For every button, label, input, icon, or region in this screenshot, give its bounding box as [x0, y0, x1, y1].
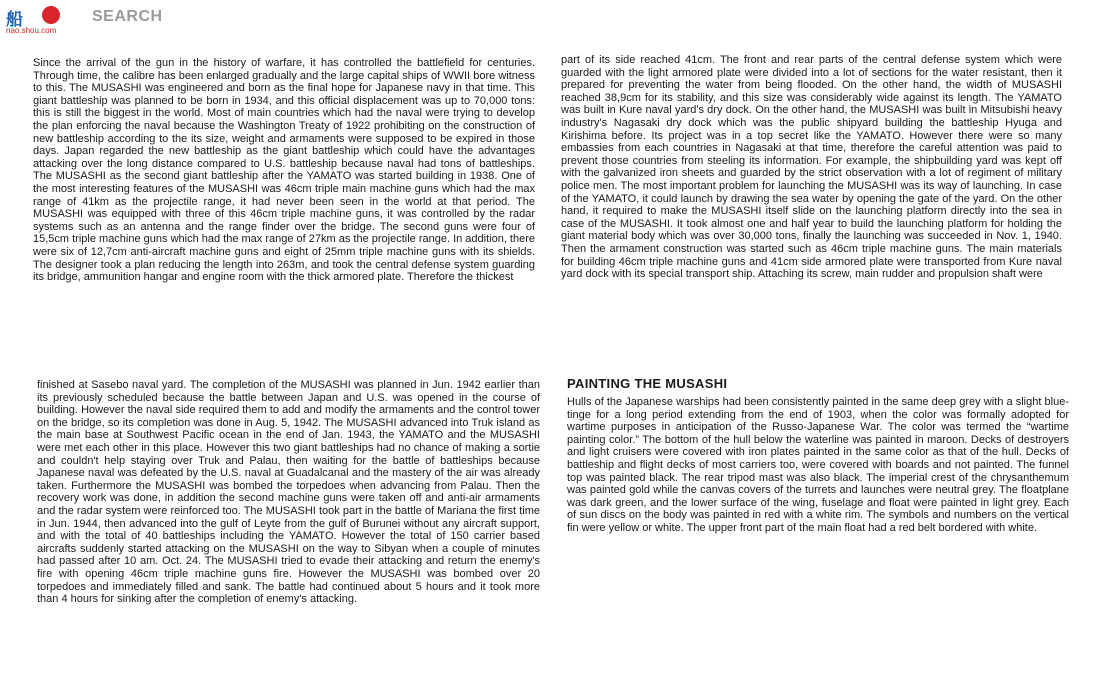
article-paragraph: Since the arrival of the gun in the history of warfare, it has controlled the battlefield for centuries. Through time, the calibre has been enlarged gradually and the large capital ships of WWII bore witness to this. The MUSASHI was engineered and born as the final hope for Japanese navy in that time. This giant battleship was planned to be born in 1934, and this official displacement was up to 70,000 tons: this is still the biggest in the world. Most of main countries which had the naval were trying to develop the plan enforcing the naval because the Washington Treaty of 1922 prohibiting on the construction of new battleship according to the its size, weight and armaments were supposed to be expired in those days. Japan regarded the new battleship as the giant battleship which could have the advantages attacking over the long distance compared to U.S. battleship because naval had tons of battleships. The MUSASHI as the second giant battleship after the YAMATO was started building in 1938. One of the most interesting features of the MUSASHI was 46cm triple main machine guns which had the max range of 41km as the projectile range, it had never been seen in the world at that period. The MUSASHI was equipped with three of this 46cm triple machine guns, it was controlled by the radar systems such as an antenna and the range finder over the bridge. The second guns were four of 15,5cm triple machine guns which had the max range of 27km as the projectile range. In addition, there were six of 12,7cm anti-aircraft machine guns and eight of 25mm triple machine guns with its shields. The designer took a plan reducing the length into 263m, and took the central defense system guarding its bridge, ammunition hangar and engine room with the thick armored plate. Therefore the thickest — [33, 57, 536, 284]
article-column-4 — [567, 396, 1069, 535]
watermark-logo — [2, 3, 172, 35]
logo-mark: 船 — [6, 10, 24, 29]
article-column-1 — [33, 57, 535, 284]
watermark-site-name: SEARCH — [92, 8, 163, 25]
watermark-url: nao.shou.com — [6, 26, 57, 35]
logo-red-circle — [42, 6, 60, 24]
article-paragraph: finished at Sasebo naval yard. The completion of the MUSASHI was planned in Jun. 1942 earlier than its previously scheduled because the battle between Japan and U.S. was opened in the course of building. However the naval side required them to add and modify the armaments and the control tower on the bridge, so its completion was done in Aug. 5, 1942. The MUSASHI advanced into Truk island as the main base at Southwest Pacific ocean in the end of Jan. 1943, the YAMATO and the MUSASHI were met each other in this place. However this two giant battleships had no chance of making a sortie and couldn't help staying over Truk and Palau, then waiting for the battle of battleships because Japanese naval was defeated by the U.S. naval at Guadalcanal and the mastery of the air was already taken. Furthermore the MUSASHI was bombed the torpedoes when advancing from Palau. Then the recovery work was done, in addition the second machine guns were taken off and anti-air armaments and the radar system were reinforced too. The MUSASHI took part in the battle of Mariana the first time in Jun. 1944, then advanced into the gulf of Leyte from the gulf of Burunei without any aircraft support, and with the total of 40 battleships including the YAMATO. However the total of 150 carrier based aircrafts suddenly started attacking on the MUSASHI on the way to Sibyan when a couple of minutes had passed after 10 am. Oct. 24. The MUSASHI tried to evade their attacking and return the enemy's fire with opening 46cm triple machine guns fire. However the MUSASHI was bombed over 20 torpedoes and immediately filled and sank. The battle had continued about 5 hours and it took more than 4 hours for sinking after the completion of enemy's attacking. — [37, 379, 540, 606]
article-column-2 — [561, 54, 1062, 281]
article-column-3 — [37, 379, 540, 606]
article-paragraph: Hulls of the Japanese warships had been consistently painted in the same deep grey with a slight blue-tinge for a long period extending from the end of 1903, when the color was formally adopted for wartime purposes in anticipation of the Russo-Japanese War. The color was termed the “wartime painting color.” The bottom of the hull below the waterline was painted in maroon. Decks of destroyers and light cruisers were covered with iron plates painted in the same color as that of the hull. Decks of battleship and flight decks of most carriers too, were covered with boards and not painted. The funnel top was painted black. The rear tripod mast was also black. The imperial crest of the chrysanthemum was painted gold while the canvas covers of the turrets and launches were neutral grey. The floatplane was dark green, and the lower surface of the wing, fuselage and float were painted in light grey. Each of sun discs on the body was painted in red with a white rim. The symbols and numbers on the vertical fin were yellow or white. The upper front part of the main float had a red belt bordered with white. — [567, 396, 1069, 534]
article-paragraph: part of its side reached 41cm. The front and rear parts of the central defense system which were guarded with the light armored plate were divided into a lot of sections for the water resistant, then it prepared for preventing the water from being flooded. On the other hand, the width of MUSASHI reached 38,9cm for its stability, and this size was considerably wide against its length. The YAMATO was built in Kure naval yard's dry dock. On the other hand, the MUSASHI was built in Mitsubishi heavy industry's Nagasaki dry dock which was the public shipyard building the battleship Hyuga and Kirishima before. Its project was in a top secret like the YAMATO. However there were so many embassies from each countries in Nagasaki at that time, therefore the careful attention was paid to prevent those countries from steeling its information. For example, the shipbuilding yard was kept off with the galvanized iron sheets and guarded by the strict observation with a lot of regiment of military police men. The most important problem for launching the MUSASHI was its way of launching. In case of the YAMATO, it could launch by drawing the sea water by opening the gate of the yard. On the other hand, it required to make the MUSASHI itself slide on the launching platform directly into the sea in case of the MUSASHI. It took almost one and half year to build the launching platform for holding the giant material body which was over 30,000 tons, finally the launching was succeeded in Nov. 1, 1940. Then the armament construction was started such as 46cm triple machine guns. The main materials for building 46cm triple machine guns and 41cm side armored plate were transported from Kure naval yard dock with its special transport ship. Attaching its screw, main rudder and propulsion shaft were — [561, 54, 1062, 281]
painting-section-heading: PAINTING THE MUSASHI — [567, 376, 728, 391]
